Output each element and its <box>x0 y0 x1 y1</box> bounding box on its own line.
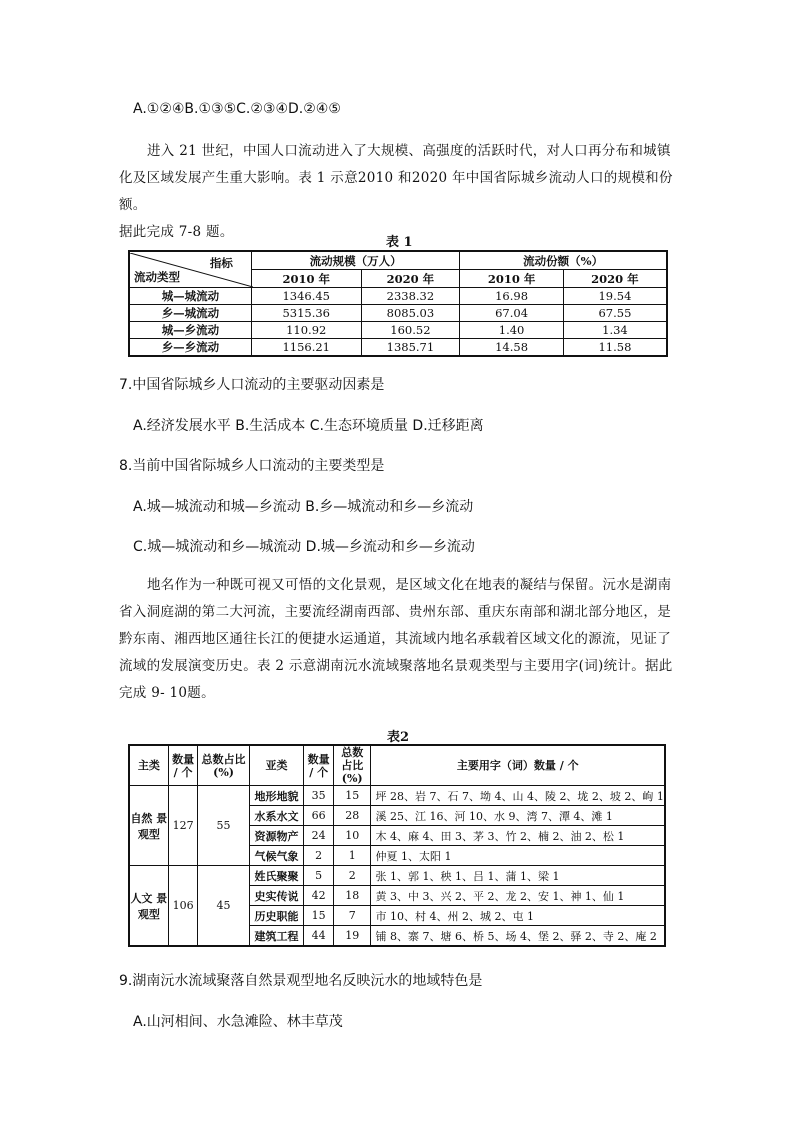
sub-count: 24 <box>304 826 334 846</box>
sub-count: 2 <box>304 846 334 866</box>
header-share: 总数占比 (%) <box>198 745 249 786</box>
q8-stem: 8.当前中国省际城乡人口流动的主要类型是 <box>119 458 385 474</box>
sub-type: 地形地貌 <box>249 786 304 806</box>
header-count: 数量 / 个 <box>168 745 198 786</box>
sub-words: 木 4、麻 4、田 3、茅 3、竹 2、楠 2、油 2、松 1 <box>371 826 665 846</box>
intro2-line3: 黔东南、湘西地区通往长江的便捷水运通道，其流域内地名承载着区域文化的源流，见证了 <box>119 631 671 647</box>
intro-passage-1 <box>119 138 679 246</box>
main-share: 45 <box>198 866 249 947</box>
row-type: 城—城流动 <box>129 288 251 305</box>
sub-count: 44 <box>304 926 334 947</box>
intro-passage-2 <box>119 572 679 707</box>
sub-type: 建筑工程 <box>249 926 304 947</box>
table2-caption: 表2 <box>387 730 410 745</box>
header-sub-share: 总数 占比 (%) <box>333 745 371 786</box>
sub-words: 市 10、村 4、州 2、城 2、屯 1 <box>371 906 665 926</box>
main-count: 127 <box>168 786 198 866</box>
cell: 11.58 <box>563 339 667 357</box>
cell: 19.54 <box>563 288 667 305</box>
sub-share: 15 <box>333 786 371 806</box>
sub-words: 仲夏 1、太阳 1 <box>371 846 665 866</box>
cell: 67.55 <box>563 305 667 322</box>
sub-words: 铺 8、寨 7、塘 6、桥 5、场 4、堡 2、驿 2、寺 2、庵 2 <box>371 926 665 947</box>
q9-stem: 9.湖南沅水流域聚落自然景观型地名反映沅水的地域特色是 <box>119 973 483 989</box>
cell: 8085.03 <box>361 305 460 322</box>
cell: 1.34 <box>563 322 667 339</box>
cell: 16.98 <box>460 288 564 305</box>
year-header: 2010 年 <box>251 270 361 288</box>
cell: 14.58 <box>460 339 564 357</box>
intro2-line2: 省入洞庭湖的第二大河流，主要流经湖南西部、贵州东部、重庆东南部和湖北部分地区，是 <box>119 604 671 620</box>
intro1-line2: 化及区域发展产生重大影响。表 1 示意2010 和2020 年中国省际城乡流动人口的规模和份额。 <box>119 170 673 213</box>
cell: 1.40 <box>460 322 564 339</box>
intro2-line5: 完成 9- 10题。 <box>119 685 215 701</box>
intro2-line1: 地名作为一种既可视又可悟的文化景观，是区域文化在地表的凝结与保留。沅水是湖南 <box>147 577 672 593</box>
table-row <box>129 322 667 339</box>
cell: 5315.36 <box>251 305 361 322</box>
table-2 <box>128 744 666 947</box>
intro1-line3: 据此完成 7-8 题。 <box>119 224 234 240</box>
year-header: 2010 年 <box>460 270 564 288</box>
cell: 1156.21 <box>251 339 361 357</box>
cell: 1385.71 <box>361 339 460 357</box>
header-main-words: 主要用字（词）数量 / 个 <box>371 745 665 786</box>
sub-type: 姓氏聚聚 <box>249 866 304 886</box>
group-header-scale: 流动规模（万人） <box>251 251 459 270</box>
sub-count: 35 <box>304 786 334 806</box>
row-type: 乡—城流动 <box>129 305 251 322</box>
table-1 <box>128 250 668 357</box>
sub-type: 水系水文 <box>249 806 304 826</box>
sub-share: 7 <box>333 906 371 926</box>
main-count: 106 <box>168 866 198 947</box>
sub-words: 坪 28、岩 7、石 7、坳 4、山 4、陵 2、垅 2、坡 2、岣 1 <box>371 786 665 806</box>
table-row <box>129 339 667 357</box>
cell: 110.92 <box>251 322 361 339</box>
table-row <box>129 305 667 322</box>
table1-corner-cell <box>129 251 251 288</box>
sub-words: 黄 3、中 3、兴 2、平 2、龙 2、安 1、神 1、仙 1 <box>371 886 665 906</box>
cell: 1346.45 <box>251 288 361 305</box>
intro1-line1: 进入 21 世纪，中国人口流动进入了大规模、高强度的活跃时代，对人口再分布和城镇 <box>147 143 671 159</box>
q7-stem: 7.中国省际城乡人口流动的主要驱动因素是 <box>119 377 385 393</box>
sub-share: 1 <box>333 846 371 866</box>
year-header: 2020 年 <box>563 270 667 288</box>
sub-share: 28 <box>333 806 371 826</box>
q8-options-cd: C.城—城流动和乡—城流动 D.城—乡流动和乡—乡流动 <box>133 539 475 555</box>
sub-count: 66 <box>304 806 334 826</box>
main-share: 55 <box>198 786 249 866</box>
q6-options: A.①②④B.①③⑤C.②③④D.②④⑤ <box>133 101 341 117</box>
row-type: 乡—乡流动 <box>129 339 251 357</box>
corner-bottom-label: 流动类型 <box>134 269 180 284</box>
sub-count: 42 <box>304 886 334 906</box>
sub-count: 15 <box>304 906 334 926</box>
q7-options: A.经济发展水平 B.生活成本 C.生态环境质量 D.迁移距离 <box>133 418 484 434</box>
header-main-type: 主类 <box>129 745 168 786</box>
table-row <box>129 786 665 806</box>
corner-top-label: 指标 <box>209 255 233 270</box>
table-row <box>129 288 667 305</box>
table-row <box>129 866 665 886</box>
row-type: 城—乡流动 <box>129 322 251 339</box>
sub-type: 气候气象 <box>249 846 304 866</box>
sub-count: 5 <box>304 866 334 886</box>
sub-share: 10 <box>333 826 371 846</box>
cell: 160.52 <box>361 322 460 339</box>
main-type-cultural: 人文 景观型 <box>129 866 168 947</box>
q9-option-a: A.山河相间、水急滩险、林丰草茂 <box>133 1014 343 1030</box>
sub-words: 张 1、郭 1、秧 1、吕 1、蒲 1、梁 1 <box>371 866 665 886</box>
sub-words: 溪 25、江 16、河 10、水 9、湾 7、潭 4、滩 1 <box>371 806 665 826</box>
sub-type: 历史职能 <box>249 906 304 926</box>
header-sub-count: 数量 / 个 <box>304 745 334 786</box>
sub-type: 史实传说 <box>249 886 304 906</box>
cell: 2338.32 <box>361 288 460 305</box>
sub-share: 18 <box>333 886 371 906</box>
cell: 67.04 <box>460 305 564 322</box>
intro2-line4: 流域的发展演变历史。表 2 示意湖南沅水流域聚落地名景观类型与主要用字(词)统计。据此 <box>119 658 673 674</box>
sub-share: 2 <box>333 866 371 886</box>
q8-options-ab: A.城—城流动和城—乡流动 B.乡—城流动和乡—乡流动 <box>133 499 474 515</box>
header-sub-type: 亚类 <box>249 745 304 786</box>
sub-type: 资源物产 <box>249 826 304 846</box>
group-header-share: 流动份额（%） <box>460 251 667 270</box>
table1-caption: 表 1 <box>386 235 413 250</box>
sub-share: 19 <box>333 926 371 947</box>
main-type-natural: 自然 景观型 <box>129 786 168 866</box>
year-header: 2020 年 <box>361 270 460 288</box>
